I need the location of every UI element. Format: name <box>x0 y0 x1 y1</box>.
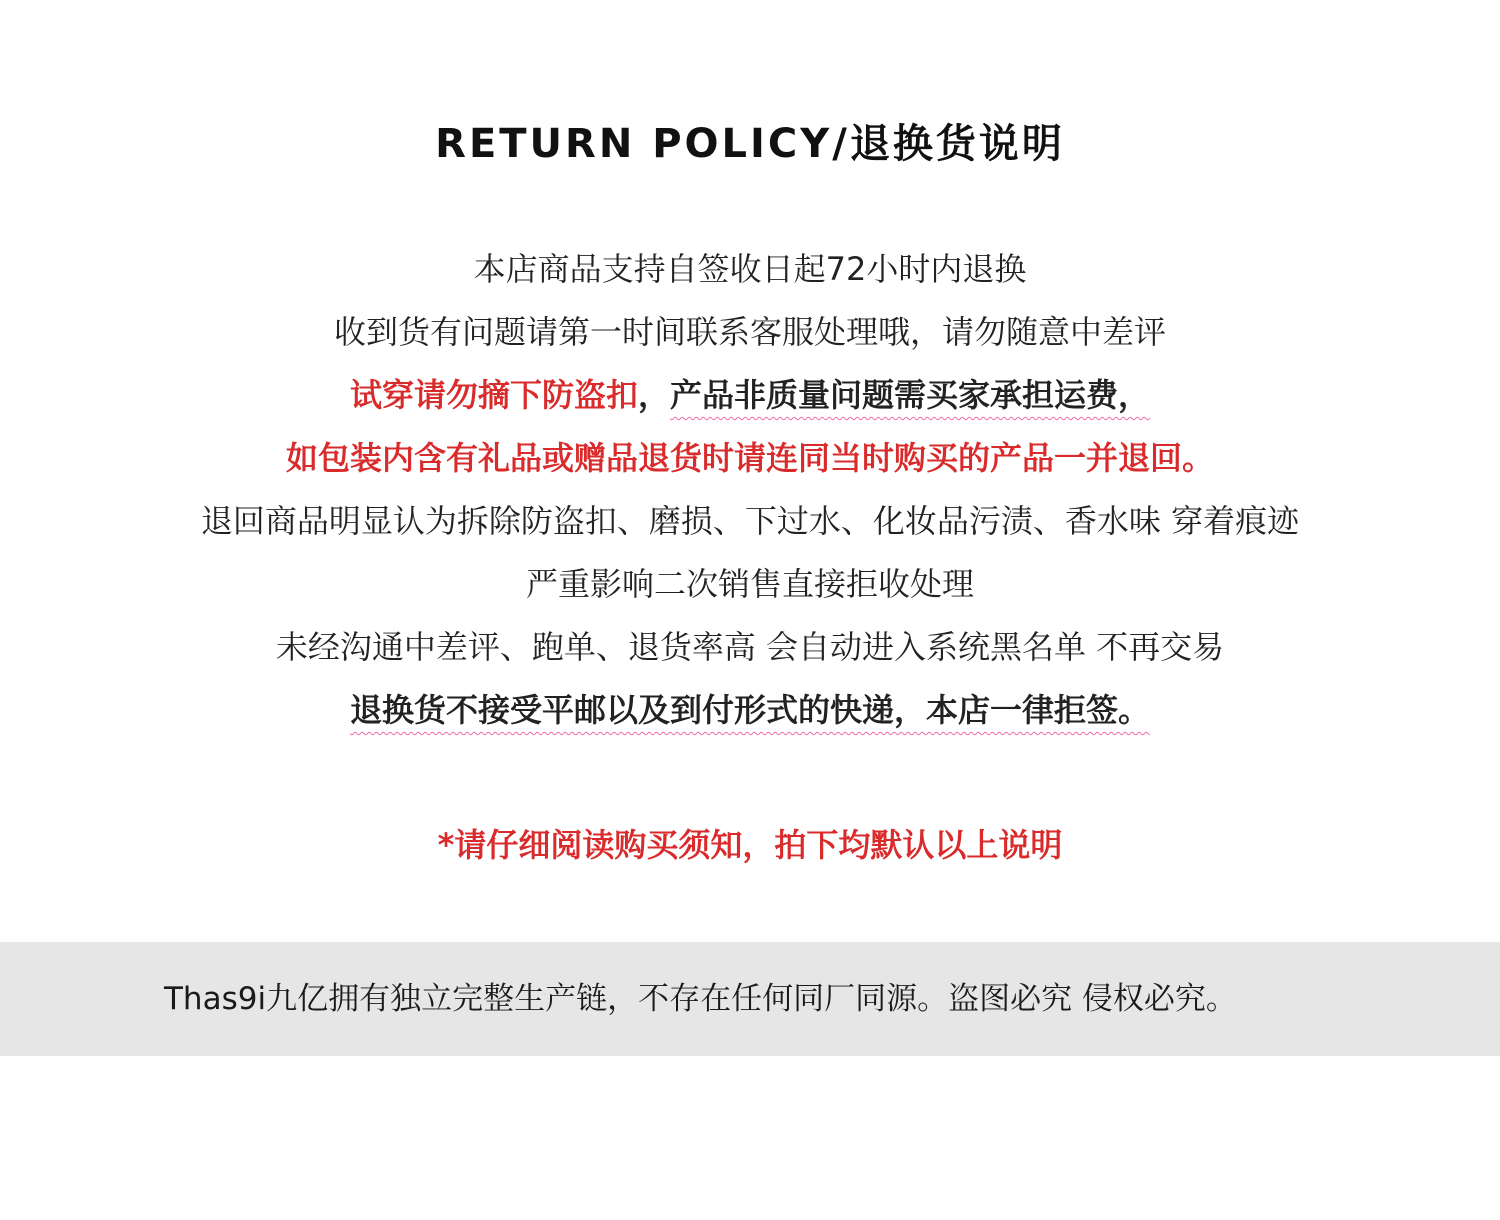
policy-line-3-segment-3: 产品非质量问题需买家承担运费， <box>670 376 1151 414</box>
policy-line-1 <box>0 238 1500 301</box>
policy-line-3-segment-1: 试穿请勿摘下防盗扣 <box>349 376 638 414</box>
policy-line-7-segment-1: 未经沟通中差评、跑单、退货率高 会自动进入系统黑名单 不再交易 <box>275 628 1225 666</box>
purchase-notice: *请仔细阅读购买须知，拍下均默认以上说明 <box>437 826 1063 864</box>
policy-line-8 <box>0 679 1500 742</box>
policy-line-5-segment-1: 退回商品明显认为拆除防盗扣、磨损、下过水、化妆品污渍、香水味 穿着痕迹 <box>200 502 1300 540</box>
policy-line-4 <box>0 427 1500 490</box>
copyright-statement: Thas9i九亿拥有独立完整生产链，不存在任何同厂同源。盗图必究 侵权必究。 <box>164 981 1237 1017</box>
policy-line-6-segment-1: 严重影响二次销售直接拒收处理 <box>525 565 974 603</box>
page-title: RETURN POLICY/退换货说明 <box>435 121 1065 167</box>
policy-line-8-segment-1: 退换货不接受平邮以及到付形式的快递，本店一律拒签。 <box>349 691 1150 729</box>
policy-text-block <box>0 238 1500 742</box>
policy-line-4-segment-1: 如包装内含有礼品或赠品退货时请连同当时购买的产品一并退回。 <box>285 439 1214 477</box>
policy-line-1-segment-1: 本店商品支持自签收日起72小时内退换 <box>473 250 1027 288</box>
policy-line-2-segment-1: 收到货有问题请第一时间联系客服处理哦，请勿随意中差评 <box>333 313 1166 351</box>
policy-line-5 <box>0 490 1500 553</box>
policy-line-6 <box>0 553 1500 616</box>
policy-line-2 <box>0 301 1500 364</box>
policy-line-7 <box>0 616 1500 679</box>
footer-banner <box>0 942 1500 1056</box>
policy-line-3 <box>0 364 1500 427</box>
policy-line-3-segment-2: ， <box>637 376 670 414</box>
